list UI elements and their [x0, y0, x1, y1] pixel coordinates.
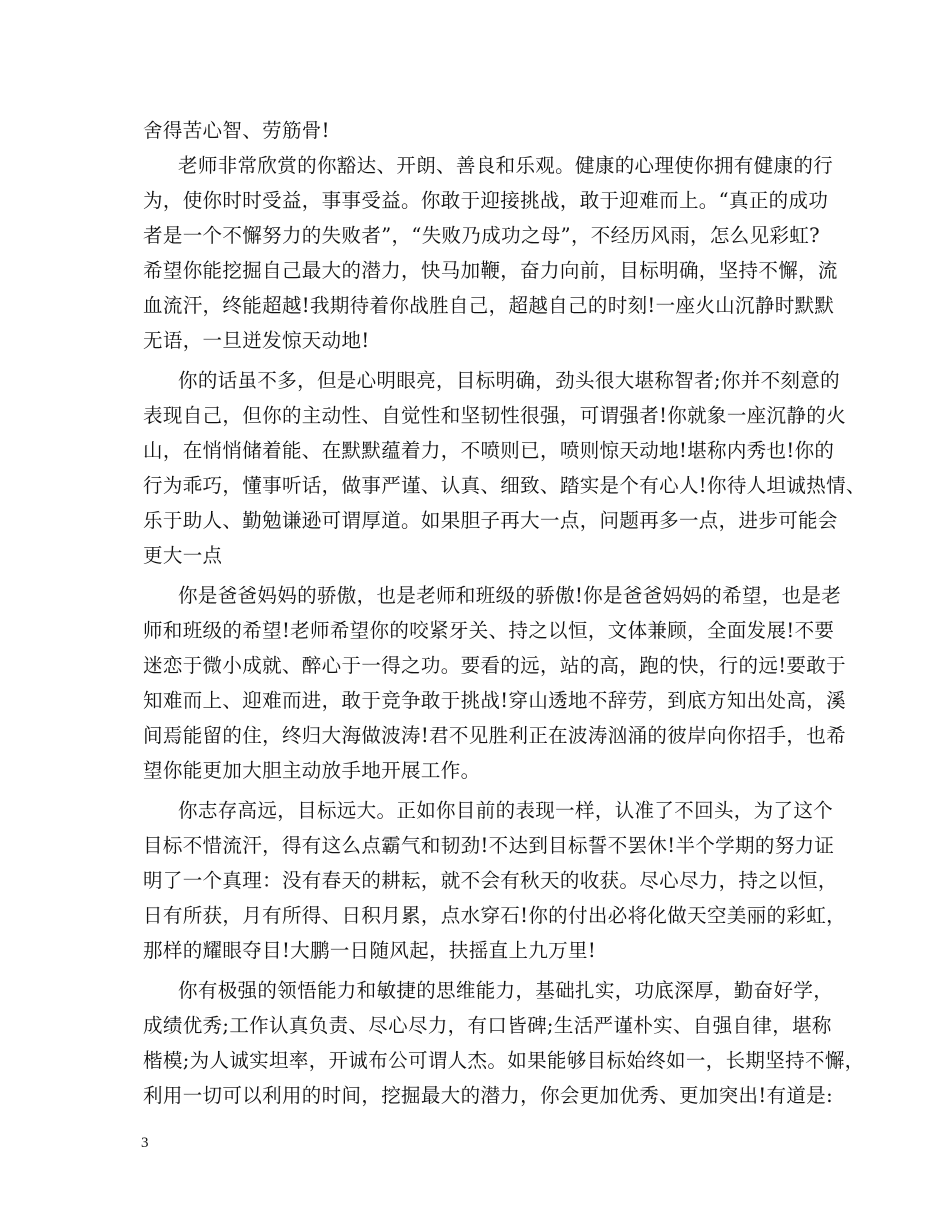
- text-line: 师和班级的希望!老师希望你的咬紧牙关、持之以恒，文体兼顾，全面发展!不要: [143, 619, 835, 642]
- text-line: 者是一个不懈努力的失败者”，“失败乃成功之母”，不经历风雨，怎么见彩虹?: [143, 224, 820, 247]
- page-number: 3: [141, 1135, 149, 1151]
- text-line: 望你能更加大胆主动放手地开展工作。: [143, 759, 481, 782]
- text-line: 乐于助人、勤勉谦逊可谓厚道。如果胆子再大一点，问题再多一点，进步可能会: [143, 509, 838, 532]
- text-line: 更大一点: [143, 544, 223, 567]
- text-line: 利用一切可以利用的时间，挖掘最大的潜力，你会更加优秀、更加突出!有道是:: [143, 1084, 834, 1107]
- paragraph-first-line: 你志存高远，目标远大。正如你目前的表现一样，认准了不回头，为了这个: [178, 799, 834, 822]
- text-line: 山，在悄悄储着能、在默默蕴着力，不喷则已，喷则惊天动地!堪称内秀也!你的: [143, 439, 835, 462]
- text-line: 楷模;为人诚实坦率，开诚布公可谓人杰。如果能够目标始终如一，长期坚持不懈，: [143, 1049, 865, 1072]
- paragraph-first-line: 老师非常欣赏的你豁达、开朗、善良和乐观。健康的心理使你拥有健康的行: [178, 154, 834, 177]
- text-line: 成绩优秀;工作认真负责、尽心尽力，有口皆碑;生活严谨朴实、自强自律，堪称: [143, 1014, 832, 1037]
- text-line: 表现自己，但你的主动性、自觉性和坚韧性很强，可谓强者!你就象一座沉静的火: [143, 404, 846, 427]
- paragraph-first-line: 你是爸爸妈妈的骄傲，也是老师和班级的骄傲!你是爸爸妈妈的希望，也是老: [178, 584, 842, 607]
- text-line: 日有所获，月有所得、日积月累，点水穿石!你的付出必将化做天空美丽的彩虹，: [143, 904, 846, 927]
- paragraph-first-line: 你有极强的领悟能力和敏捷的思维能力，基础扎实，功底深厚，勤奋好学，: [178, 979, 834, 1002]
- text-line: 明了一个真理：没有春天的耕耘，就不会有秋天的收获。尽心尽力，持之以恒，: [143, 869, 838, 892]
- text-line: 为，使你时时受益，事事受益。你敢于迎接挑战，敢于迎难而上。“真正的成功: [143, 189, 829, 212]
- text-line: 目标不惜流汗，得有这么点霸气和韧劲!不达到目标誓不罢休!半个学期的努力证: [143, 834, 835, 857]
- text-line: 行为乖巧，懂事听话，做事严谨、认真、细致、踏实是个有心人!你待人坦诚热情、: [143, 474, 866, 497]
- text-line: 迷恋于微小成就、醉心于一得之功。要看的远，站的高，跑的快，行的远!要敢于: [143, 654, 846, 677]
- text-line: 血流汗，终能超越!我期待着你战胜自己，超越自己的时刻!一座火山沉静时默默: [143, 294, 835, 317]
- text-line: 希望你能挖掘自己最大的潜力，快马加鞭，奋力向前，目标明确，坚持不懈，流: [143, 259, 838, 282]
- text-line: 那样的耀眼夺目!大鹏一日随风起，扶摇直上九万里!: [143, 939, 597, 962]
- text-line: 舍得苦心智、劳筋骨!: [143, 119, 330, 142]
- text-line: 无语，一旦迸发惊天动地!: [143, 329, 370, 352]
- text-line: 间焉能留的住，终归大海做波涛!君不见胜利正在波涛汹涌的彼岸向你招手，也希: [143, 724, 846, 747]
- paragraph-first-line: 你的话虽不多，但是心明眼亮，目标明确，劲头很大堪称智者;你并不刻意的: [178, 369, 840, 392]
- text-line: 知难而上、迎难而进，敢于竞争敢于挑战!穿山透地不辞劳，到底方知出处高，溪: [143, 689, 846, 712]
